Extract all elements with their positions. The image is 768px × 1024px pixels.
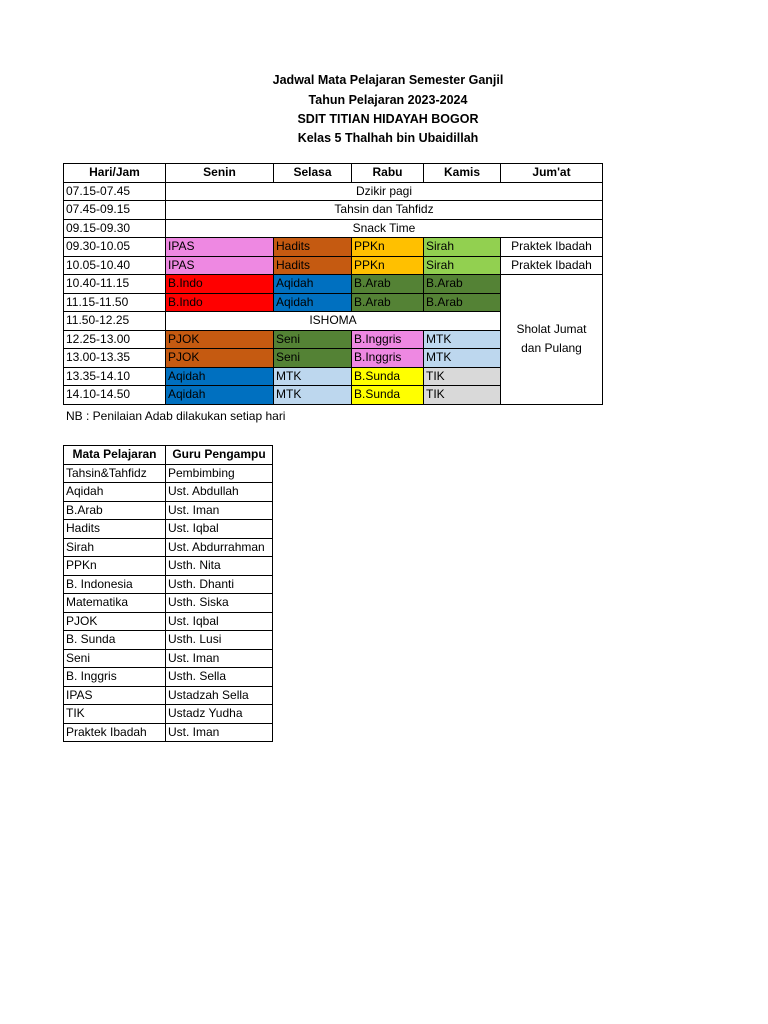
- time-cell: 11.15-11.50: [64, 293, 166, 312]
- subject-cell-rabu: B.Inggris: [352, 349, 424, 368]
- subject-cell-jumat: Praktek Ibadah: [501, 256, 603, 275]
- subject-cell-senin: IPAS: [166, 238, 274, 257]
- subject-cell-selasa: Seni: [274, 349, 352, 368]
- subject-cell-selasa: Aqidah: [274, 275, 352, 294]
- teacher-name: Ustadz Yudha: [166, 705, 273, 724]
- subject-name: B. Inggris: [64, 668, 166, 687]
- subject-name: B. Indonesia: [64, 575, 166, 594]
- schedule-header-row: [64, 164, 603, 183]
- subject-cell-kamis: B.Arab: [424, 275, 501, 294]
- subject-cell-selasa: Aqidah: [274, 293, 352, 312]
- subject-name: IPAS: [64, 686, 166, 705]
- subject-name: PPKn: [64, 557, 166, 576]
- header-hari-jam: Hari/Jam: [64, 164, 166, 183]
- subject-cell-senin: B.Indo: [166, 293, 274, 312]
- jumat-merged-cell: [501, 275, 603, 405]
- teacher-name: Ust. Iman: [166, 649, 273, 668]
- subject-cell-kamis: Sirah: [424, 238, 501, 257]
- header-rabu: Rabu: [352, 164, 424, 183]
- subject-name: Aqidah: [64, 483, 166, 502]
- teacher-row: [64, 668, 273, 687]
- subject-cell-rabu: B.Inggris: [352, 330, 424, 349]
- teacher-name: Usth. Sella: [166, 668, 273, 687]
- schedule-note: NB : Penilaian Adab dilakukan setiap hari: [66, 409, 286, 423]
- teacher-row: [64, 483, 273, 502]
- teacher-name: Usth. Dhanti: [166, 575, 273, 594]
- time-cell: 13.35-14.10: [64, 367, 166, 386]
- title-line-2: Tahun Pelajaran 2023-2024: [308, 93, 468, 107]
- teacher-row: [64, 575, 273, 594]
- time-cell: 11.50-12.25: [64, 312, 166, 331]
- header-senin: Senin: [166, 164, 274, 183]
- header-jumat: Jum'at: [501, 164, 603, 183]
- subject-cell-kamis: MTK: [424, 330, 501, 349]
- teacher-row: [64, 649, 273, 668]
- subject-cell-rabu: PPKn: [352, 256, 424, 275]
- title-line-1: Jadwal Mata Pelajaran Semester Ganjil: [272, 73, 504, 87]
- teacher-row: [64, 464, 273, 483]
- subject-cell-senin: PJOK: [166, 349, 274, 368]
- teacher-name: Ust. Iman: [166, 501, 273, 520]
- header-selasa: Selasa: [274, 164, 352, 183]
- subject-cell-kamis: TIK: [424, 386, 501, 405]
- teacher-name: Usth. Lusi: [166, 631, 273, 650]
- teachers-table: [63, 445, 273, 742]
- time-cell: 07.45-09.15: [64, 201, 166, 220]
- teacher-row: [64, 612, 273, 631]
- teacher-name: Usth. Nita: [166, 557, 273, 576]
- class-name: Kelas 5 Thalhah bin Ubaidillah: [297, 131, 479, 145]
- subject-name: Sirah: [64, 538, 166, 557]
- subject-name: B. Sunda: [64, 631, 166, 650]
- teacher-name: Ust. Abdurrahman: [166, 538, 273, 557]
- ishoma-cell: ISHOMA: [166, 312, 501, 331]
- subject-name: PJOK: [64, 612, 166, 631]
- teachers-header-row: [64, 446, 273, 465]
- subject-cell-rabu: PPKn: [352, 238, 424, 257]
- teacher-row: [64, 594, 273, 613]
- teacher-name: Pembimbing: [166, 464, 273, 483]
- teacher-name: Ust. Abdullah: [166, 483, 273, 502]
- subject-cell-selasa: MTK: [274, 367, 352, 386]
- teacher-row: [64, 520, 273, 539]
- subject-cell-rabu: B.Arab: [352, 293, 424, 312]
- subject-cell-senin: Aqidah: [166, 367, 274, 386]
- subject-name: TIK: [64, 705, 166, 724]
- teacher-name: Ustadzah Sella: [166, 686, 273, 705]
- subject-cell-rabu: B.Sunda: [352, 367, 424, 386]
- subject-cell-senin: IPAS: [166, 256, 274, 275]
- subject-cell-kamis: B.Arab: [424, 293, 501, 312]
- time-cell: 12.25-13.00: [64, 330, 166, 349]
- header-guru-pengampu: Guru Pengampu: [166, 446, 273, 465]
- subject-cell-kamis: MTK: [424, 349, 501, 368]
- subject-name: Hadits: [64, 520, 166, 539]
- subject-cell-kamis: Sirah: [424, 256, 501, 275]
- teacher-row: [64, 723, 273, 742]
- time-cell: 13.00-13.35: [64, 349, 166, 368]
- time-cell: 10.40-11.15: [64, 275, 166, 294]
- schedule-row: [64, 256, 603, 275]
- schedule-row: [64, 238, 603, 257]
- header-mata-pelajaran: Mata Pelajaran: [64, 446, 166, 465]
- subject-name: Matematika: [64, 594, 166, 613]
- schedule-row: [64, 182, 603, 201]
- time-cell: 09.15-09.30: [64, 219, 166, 238]
- teacher-row: [64, 538, 273, 557]
- schedule-row: [64, 201, 603, 220]
- subject-cell-jumat: Praktek Ibadah: [501, 238, 603, 257]
- subject-name: Praktek Ibadah: [64, 723, 166, 742]
- teacher-row: [64, 631, 273, 650]
- subject-cell-rabu: B.Arab: [352, 275, 424, 294]
- full-width-activity: Snack Time: [166, 219, 603, 238]
- time-cell: 07.15-07.45: [64, 182, 166, 201]
- subject-cell-selasa: Hadits: [274, 238, 352, 257]
- subject-cell-senin: PJOK: [166, 330, 274, 349]
- subject-cell-rabu: B.Sunda: [352, 386, 424, 405]
- teacher-name: Ust. Iqbal: [166, 612, 273, 631]
- teacher-name: Usth. Siska: [166, 594, 273, 613]
- subject-cell-kamis: TIK: [424, 367, 501, 386]
- teacher-row: [64, 705, 273, 724]
- time-cell: 14.10-14.50: [64, 386, 166, 405]
- subject-name: Tahsin&Tahfidz: [64, 464, 166, 483]
- subject-cell-selasa: Hadits: [274, 256, 352, 275]
- full-width-activity: Tahsin dan Tahfidz: [166, 201, 603, 220]
- time-cell: 10.05-10.40: [64, 256, 166, 275]
- school-name: SDIT TITIAN HIDAYAH BOGOR: [297, 112, 479, 126]
- schedule-table: [63, 163, 603, 405]
- subject-cell-senin: B.Indo: [166, 275, 274, 294]
- schedule-row: [64, 219, 603, 238]
- header-kamis: Kamis: [424, 164, 501, 183]
- jumat-merged-line-2: dan Pulang: [521, 341, 582, 356]
- teacher-row: [64, 686, 273, 705]
- schedule-row: [64, 275, 603, 294]
- subject-name: B.Arab: [64, 501, 166, 520]
- jumat-merged-line-1: Sholat Jumat: [516, 322, 587, 337]
- subject-cell-senin: Aqidah: [166, 386, 274, 405]
- subject-cell-selasa: Seni: [274, 330, 352, 349]
- teacher-row: [64, 557, 273, 576]
- teacher-row: [64, 501, 273, 520]
- teacher-name: Ust. Iqbal: [166, 520, 273, 539]
- full-width-activity: Dzikir pagi: [166, 182, 603, 201]
- teacher-name: Ust. Iman: [166, 723, 273, 742]
- subject-name: Seni: [64, 649, 166, 668]
- time-cell: 09.30-10.05: [64, 238, 166, 257]
- subject-cell-selasa: MTK: [274, 386, 352, 405]
